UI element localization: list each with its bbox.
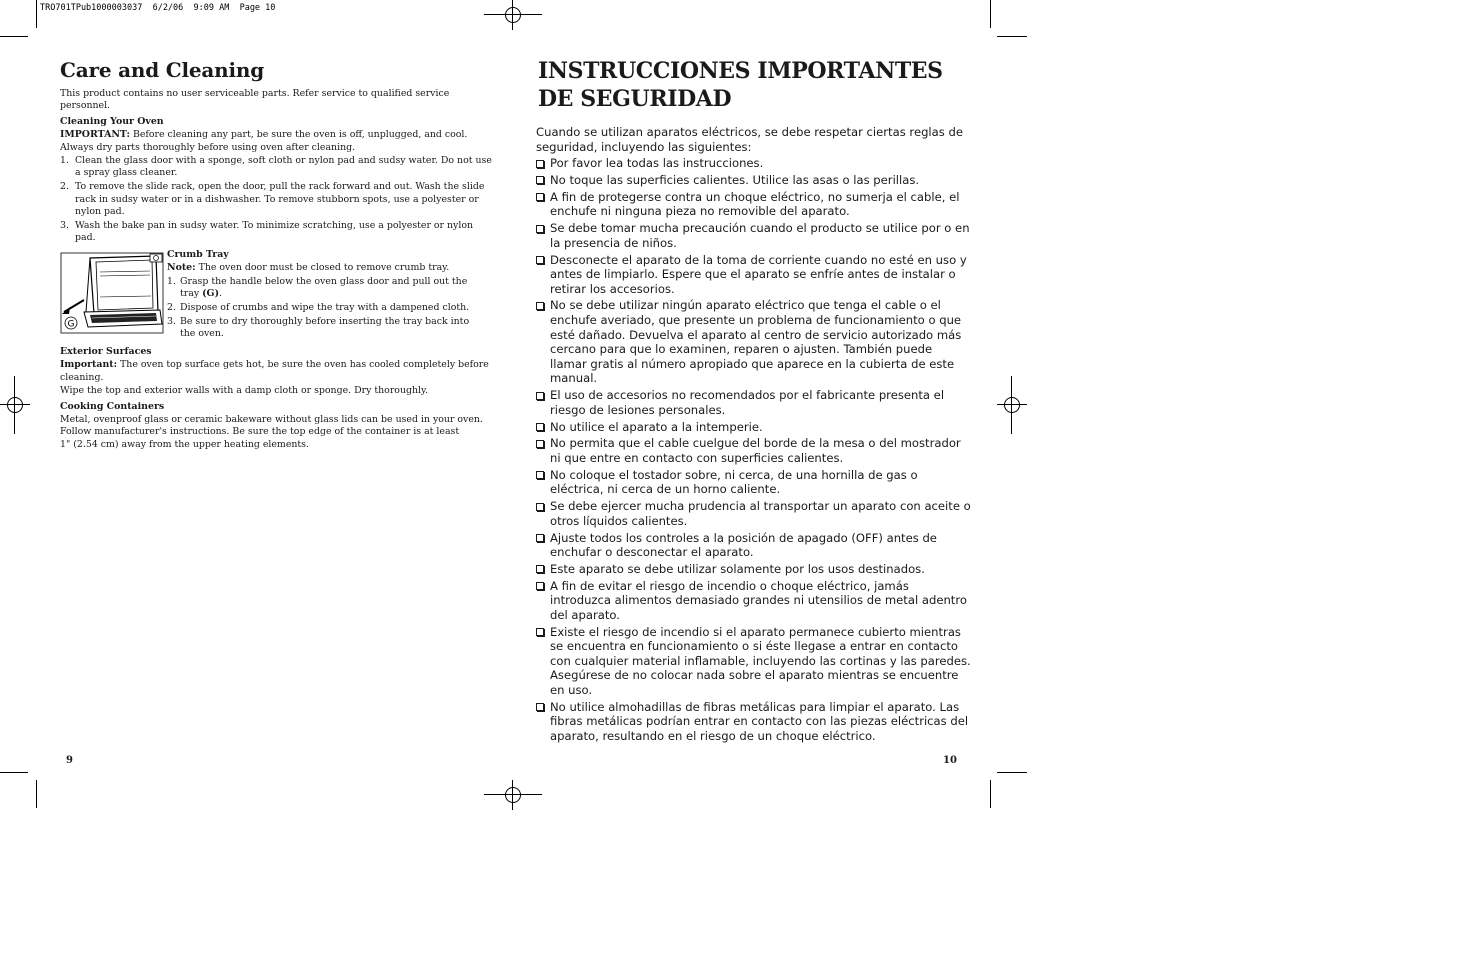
crumb-note: Note: The oven door must be closed to remove crumb tray.	[167, 262, 450, 274]
page-title: Care and Cleaning	[60, 58, 265, 82]
page-number-right: 10	[943, 755, 957, 766]
list-item: Existe el riesgo de incendio si el aparato permanece cubierto mientras se encuentra en funcionamiento o si éste llegase a entrar en contacto con cualquier material inflamable, incluyendo las cortinas y las paredes. Asegúrese de no colocar nada sobre el aparato mientras se encuentre en uso.	[536, 625, 972, 698]
checkbox-bullet-icon	[536, 176, 544, 184]
checkbox-bullet-icon	[536, 471, 544, 479]
list-item: No se debe utilizar ningún aparato eléctrico que tenga el cable o el enchufe averiado, que presente un problema de funcionamiento o que esté dañado. Devuelva el aparato al centro de servicio autorizado más cercano para que lo examinen, reparen o ajusten. También puede llamar gratis al número apropiado que aparece en la cubierta de este manual.	[536, 298, 972, 386]
containers-text: Metal, ovenproof glass or ceramic bakeware without glass lids can be used in your oven. Follow manufacturer's instructions. Be sure the top edge of the container is at least 1" (2.54 cm) away from the upper heating elements.	[60, 413, 483, 450]
cleaning-steps	[60, 155, 492, 245]
section-heading-containers: Cooking Containers	[60, 400, 165, 412]
list-item: A fin de protegerse contra un choque eléctrico, no sumerja el cable, el enchufe ni ninguna pieza no removible del aparato.	[536, 190, 972, 219]
registration-mark-right	[997, 376, 1027, 434]
list-item: Se debe tomar mucha precaución cuando el producto se utilice por o en la presencia de niños.	[536, 221, 972, 250]
safety-title: INSTRUCCIONES IMPORTANTES DE SEGURIDAD	[538, 58, 943, 112]
safety-list	[536, 156, 972, 743]
crop-mark	[0, 772, 28, 773]
list-item: El uso de accesorios no recomendados por el fabricante presenta el riesgo de lesiones personales.	[536, 388, 972, 417]
safety-intro: Cuando se utilizan aparatos eléctricos, se debe respetar ciertas reglas de seguridad, incluyendo las siguientes:	[536, 125, 963, 154]
crop-mark	[990, 0, 991, 28]
list-item: 2. Dispose of crumbs and wipe the tray with a dampened cloth.	[167, 302, 470, 313]
crumb-steps	[167, 276, 487, 341]
list-item: Por favor lea todas las instrucciones.	[536, 156, 972, 171]
exterior-important: Important: The oven top surface gets hot, be sure the oven has cooled completely before cleaning.	[60, 359, 489, 383]
crop-mark	[36, 0, 37, 28]
list-item: 3. Be sure to dry thoroughly before inserting the tray back into the oven.	[167, 315, 470, 340]
left-page	[60, 58, 492, 452]
important-note: IMPORTANT: Before cleaning any part, be sure the oven is off, unplugged, and cool. Always dry parts thoroughly before using oven after cleaning.	[60, 129, 468, 153]
oven-crumb-tray-illustration	[60, 252, 164, 334]
section-heading-cleaning: Cleaning Your Oven	[60, 115, 164, 127]
checkbox-bullet-icon	[536, 302, 544, 310]
figure-label: G	[67, 319, 75, 330]
crumb-tray-section	[60, 249, 492, 343]
exterior-text: Wipe the top and exterior walls with a damp cloth or sponge. Dry thoroughly.	[60, 385, 429, 397]
crop-mark	[997, 36, 1027, 37]
checkbox-bullet-icon	[536, 565, 544, 573]
checkbox-bullet-icon	[536, 582, 544, 590]
checkbox-bullet-icon	[536, 193, 544, 201]
page-number-left: 9	[66, 755, 73, 766]
checkbox-bullet-icon	[536, 423, 544, 431]
list-item: No permita que el cable cuelgue del borde de la mesa o del mostrador ni que entre en contacto con superficies calientes.	[536, 436, 972, 465]
list-item: A fin de evitar el riesgo de incendio o choque eléctrico, jamás introduzca alimentos demasiado grandes ni utensilios de metal adentro del aparato.	[536, 579, 972, 623]
list-item: No toque las superficies calientes. Utilice las asas o las perillas.	[536, 173, 972, 188]
checkbox-bullet-icon	[536, 392, 544, 400]
right-page	[536, 57, 972, 746]
list-item: Se debe ejercer mucha prudencia al transportar un aparato con aceite o otros líquidos calientes.	[536, 499, 972, 528]
checkbox-bullet-icon	[536, 160, 544, 168]
checkbox-bullet-icon	[536, 503, 544, 511]
crop-mark	[0, 36, 28, 37]
list-item: No utilice el aparato a la intemperie.	[536, 420, 972, 435]
section-heading-exterior: Exterior Surfaces	[60, 345, 152, 357]
registration-mark-bottom	[484, 780, 542, 810]
list-item: 2. To remove the slide rack, open the door, pull the rack forward and out. Wash the slide rack in sudsy water or in a dishwasher. To remove stubborn spots, use a polyester or nylon pad.	[60, 181, 485, 218]
crumb-tray-text	[167, 249, 487, 342]
checkbox-bullet-icon	[536, 628, 544, 636]
checkbox-bullet-icon	[536, 256, 544, 264]
list-item: 1. Grasp the handle below the oven glass door and pull out the tray (G).	[167, 275, 468, 300]
crop-mark	[36, 780, 37, 808]
list-item: Ajuste todos los controles a la posición de apagado (OFF) antes de enchufar o desconectar el aparato.	[536, 531, 972, 560]
checkbox-bullet-icon	[536, 440, 544, 448]
list-item: 3. Wash the bake pan in sudsy water. To minimize scratching, use a polyester or nylon pad.	[60, 220, 474, 244]
intro-text: This product contains no user serviceable parts. Refer service to qualified service personnel.	[60, 88, 450, 112]
checkbox-bullet-icon	[536, 703, 544, 711]
crop-mark	[990, 780, 991, 808]
print-slug: TRO701TPub1000003037 6/2/06 9:09 AM Page 10	[40, 3, 276, 13]
list-item: Desconecte el aparato de la toma de corriente cuando no esté en uso y antes de limpiarlo. Espere que el aparato se enfríe antes de instalar o retirar los accesorios.	[536, 253, 972, 297]
list-item: Este aparato se debe utilizar solamente por los usos destinados.	[536, 562, 972, 577]
registration-mark-top	[484, 0, 542, 30]
section-heading-crumb: Crumb Tray	[167, 248, 229, 260]
crop-mark	[997, 772, 1027, 773]
list-item: 1. Clean the glass door with a sponge, soft cloth or nylon pad and sudsy water. Do not use a spray glass cleaner.	[60, 155, 492, 179]
list-item: No utilice almohadillas de fibras metálicas para limpiar el aparato. Las fibras metálicas podrían entrar en contacto con las piezas eléctricas del aparato, resultando en el riesgo de un choque eléctrico.	[536, 700, 972, 744]
registration-mark-left	[0, 376, 30, 434]
checkbox-bullet-icon	[536, 534, 544, 542]
checkbox-bullet-icon	[536, 225, 544, 233]
list-item: No coloque el tostador sobre, ni cerca, de una hornilla de gas o eléctrica, ni cerca de un horno caliente.	[536, 468, 972, 497]
